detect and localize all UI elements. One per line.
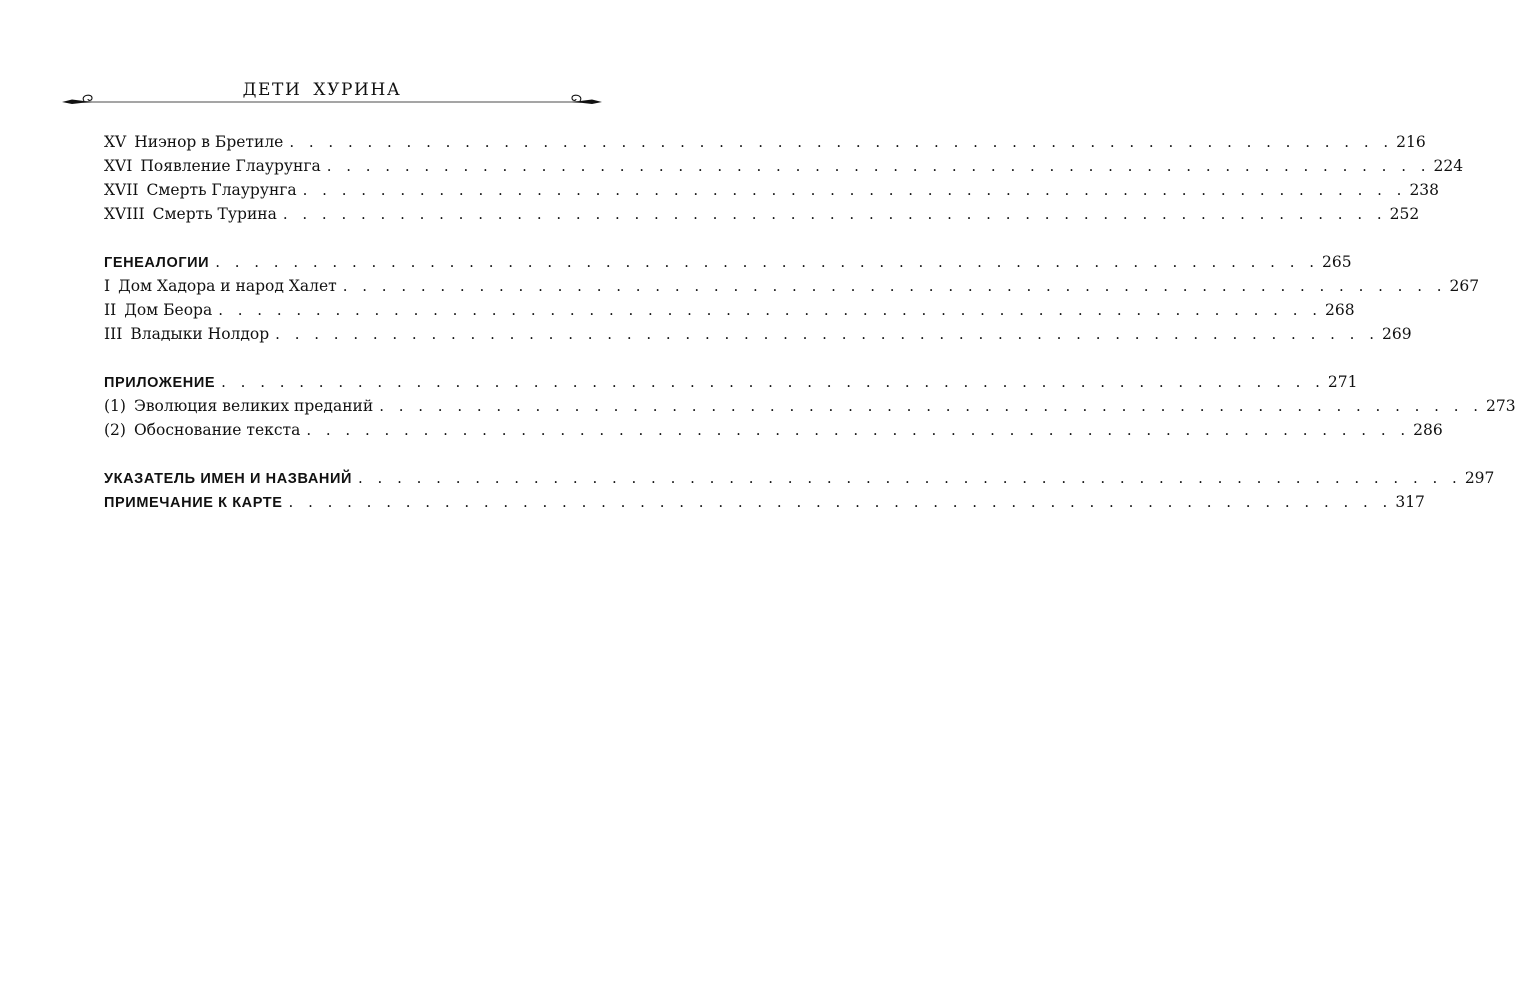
item-number: (2) xyxy=(104,421,126,439)
chapter-title: Ниэнор в Бретиле xyxy=(134,133,284,151)
toc-row-genealogy-1[interactable] xyxy=(104,274,1480,298)
item-number: III xyxy=(104,325,123,343)
dot-leader: . . . . . . . . . . . . . . . . . . . . . . . . . . . . . . . . . . . . . . . . . . . . . . . . . . . . . . . . . xyxy=(218,301,1323,319)
chapter-title: Смерть Турина xyxy=(152,205,277,223)
section-title: УКАЗАТЕЛЬ ИМЕН И НАЗВАНИЙ xyxy=(104,471,353,487)
dot-leader: . . . . . . . . . . . . . . . . . . . . . . . . . . . . . . . . . . . . . . . . . . . . . . . . . . . . . . . . . xyxy=(275,325,1379,343)
chapter-number: XVI xyxy=(104,157,133,175)
page-number: 297 xyxy=(1464,469,1495,487)
section-spacer xyxy=(104,226,558,250)
toc-row-chapter-16[interactable] xyxy=(104,154,1464,178)
page-number: 238 xyxy=(1409,181,1440,199)
running-header xyxy=(0,70,644,110)
dot-leader: . . . . . . . . . . . . . . . . . . . . . . . . . . . . . . . . . . . . . . . . . . . . . . . . . . . . . . . . . xyxy=(289,133,1394,151)
page-number: 265 xyxy=(1322,253,1352,271)
item-title: Обоснование текста xyxy=(133,421,301,439)
toc-row-chapter-15[interactable] xyxy=(104,130,1426,154)
section-spacer xyxy=(104,442,558,466)
item-number: (1) xyxy=(104,397,126,415)
table-of-contents xyxy=(104,130,1516,514)
toc-row-genealogy-2[interactable] xyxy=(104,298,1355,322)
item-number: II xyxy=(104,301,117,319)
page-number: 273 xyxy=(1486,397,1516,415)
dot-leader: . . . . . . . . . . . . . . . . . . . . . . . . . . . . . . . . . . . . . . . . . . . . . . . . . . . . . . . . . xyxy=(342,277,1447,295)
item-title: Владыки Нолдор xyxy=(130,325,270,343)
section-title: ПРИМЕЧАНИЕ К КАРТЕ xyxy=(104,495,283,511)
page-number: 317 xyxy=(1395,493,1425,511)
item-number: I xyxy=(104,277,111,295)
page-number: 267 xyxy=(1449,277,1480,295)
chapter-number: XVII xyxy=(104,181,139,199)
page-number: 268 xyxy=(1325,301,1355,319)
dot-leader: . . . . . . . . . . . . . . . . . . . . . . . . . . . . . . . . . . . . . . . . . . . . . . . . . . . . . . . . . xyxy=(288,493,1393,511)
toc-row-map-note[interactable] xyxy=(104,490,1425,514)
dot-leader: . . . . . . . . . . . . . . . . . . . . . . . . . . . . . . . . . . . . . . . . . . . . . . . . . . . . . . . . . xyxy=(215,253,1319,271)
chapter-title: Смерть Глаурунга xyxy=(146,181,297,199)
dot-leader: . . . . . . . . . . . . . . . . . . . . . . . . . . . . . . . . . . . . . . . . . . . . . . . . . . . . . . . . . xyxy=(358,469,1462,487)
dot-leader: . . . . . . . . . . . . . . . . . . . . . . . . . . . . . . . . . . . . . . . . . . . . . . . . . . . . . . . . . xyxy=(306,421,1411,439)
toc-row-genealogy-3[interactable] xyxy=(104,322,1412,346)
toc-row-chapter-17[interactable] xyxy=(104,178,1440,202)
dot-leader: . . . . . . . . . . . . . . . . . . . . . . . . . . . . . . . . . . . . . . . . . . . . . . . . . . . . . . . . . xyxy=(282,205,1387,223)
section-title: ГЕНЕАЛОГИИ xyxy=(104,255,210,271)
toc-row-appendix-2[interactable] xyxy=(104,418,1443,442)
dot-leader: . . . . . . . . . . . . . . . . . . . . . . . . . . . . . . . . . . . . . . . . . . . . . . . . . . . . . . . . . xyxy=(302,181,1407,199)
dot-leader: . . . . . . . . . . . . . . . . . . . . . . . . . . . . . . . . . . . . . . . . . . . . . . . . . . . . . . . . . xyxy=(379,397,1483,415)
chapter-number: XV xyxy=(104,133,127,151)
book-title: ДЕТИ ХУРИНА xyxy=(242,80,402,100)
toc-row-genealogies[interactable] xyxy=(104,250,1352,274)
section-title: ПРИЛОЖЕНИЕ xyxy=(104,375,216,391)
page-number: 216 xyxy=(1396,133,1426,151)
item-title: Дом Беора xyxy=(124,301,213,319)
item-title: Эволюция великих преданий xyxy=(133,397,374,415)
toc-row-index[interactable] xyxy=(104,466,1495,490)
section-spacer xyxy=(104,346,558,370)
dot-leader: . . . . . . . . . . . . . . . . . . . . . . . . . . . . . . . . . . . . . . . . . . . . . . . . . . . . . . . . . xyxy=(221,373,1325,391)
page-number: 286 xyxy=(1413,421,1443,439)
toc-row-appendix[interactable] xyxy=(104,370,1358,394)
toc-row-appendix-1[interactable] xyxy=(104,394,1516,418)
page-number: 252 xyxy=(1389,205,1420,223)
chapter-number: XVIII xyxy=(104,205,145,223)
page-number: 224 xyxy=(1433,157,1464,175)
toc-row-chapter-18[interactable] xyxy=(104,202,1420,226)
dot-leader: . . . . . . . . . . . . . . . . . . . . . . . . . . . . . . . . . . . . . . . . . . . . . . . . . . . . . . . . . xyxy=(326,157,1431,175)
chapter-title: Появление Глаурунга xyxy=(140,157,321,175)
page-number: 271 xyxy=(1327,373,1358,391)
item-title: Дом Хадора и народ Халет xyxy=(118,277,337,295)
page-number: 269 xyxy=(1381,325,1412,343)
